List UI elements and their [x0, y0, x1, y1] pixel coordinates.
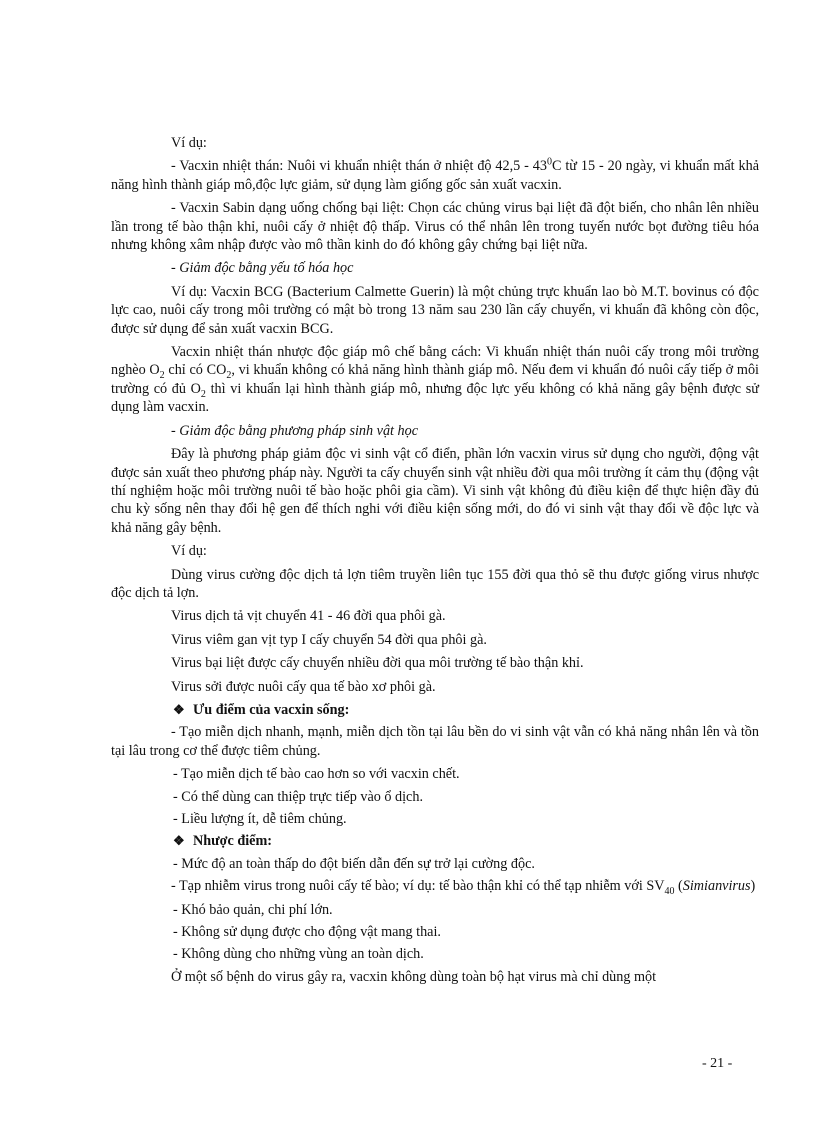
paragraph-viem-gan-vit: Virus viêm gan vịt typ I cấy chuyển 54 đời qua phôi gà. — [171, 631, 487, 648]
subscript: 2 — [200, 388, 206, 400]
list-item-nh-1: - Mức độ an toàn thấp do đột biến dẫn đến sự trở lại cường độc. — [173, 855, 535, 872]
paragraph-bai-liet: Virus bại liệt được cấy chuyển nhiều đời qua môi trường tế bào thận khỉ. — [171, 655, 584, 672]
text-segment: - Tạp nhiễm virus trong nuôi cấy tế bào; ví dụ: tế bào thận khỉ có thể tạp nhiễm với SV — [171, 878, 665, 895]
subheading-sinh-vat: - Giảm độc bằng phương pháp sinh vật học — [171, 422, 419, 439]
list-item-uu-4: - Liều lượng ít, dễ tiêm chủng. — [173, 811, 347, 827]
text-segment: thì vi khuẩn lại hình thành giáp mô, nhưng độc lực yếu không có khả năng gây bệnh được sử dụng làm vacxin. — [111, 380, 760, 416]
document-body — [111, 134, 759, 991]
heading-uu-diem — [111, 701, 759, 719]
subscript: 2 — [159, 370, 165, 382]
list-item-uu-1: - Tạo miễn dịch nhanh, mạnh, miễn dịch tồn tại lâu bền do vi sinh vật vẫn có khả năng nhân lên và tồn tại lâu trong cơ thể được tiêm chủng. — [111, 724, 759, 759]
text-segment: C từ 15 - 20 ngày, vi khuẩn mất khả năng hình thành giáp mô,độc lực giảm, sử dụng làm giống gốc sản xuất vacxin. — [111, 158, 759, 193]
page-number: - 21 - — [702, 1056, 733, 1071]
italic-term: Simianvirus — [682, 878, 751, 895]
text-segment: ( — [674, 878, 683, 895]
subscript: 40 — [664, 886, 675, 898]
paragraph-dich-ta-lon: Dùng virus cường độc dịch tả lợn tiêm truyền liên tục 155 đời qua thỏ sẽ thu được giống virus nhược độc dịch tả lợn. — [111, 566, 759, 601]
paragraph-vi-du-2: Ví dụ: — [171, 543, 207, 560]
list-item-nh-3: - Khó bảo quản, chi phí lớn. — [173, 901, 333, 918]
subscript: 2 — [226, 370, 232, 382]
paragraph-vi-du: Ví dụ: — [171, 135, 207, 151]
superscript: 0 — [546, 156, 552, 168]
paragraph-sinh-vat: Đây là phương pháp giảm độc vi sinh vật cổ điển, phần lớn vacxin virus sử dụng cho người, động vật được sản xuất theo phương pháp này. Người ta cấy chuyển sinh vật nhiều đời qua môi trường ít cảm thụ (động vật thí nghiệm hoặc môi trường nuôi tế bào hoặc phôi gia cầm). Vi sinh vật không đủ điều kiện để thực hiện đầy đủ chu kỳ sống nên thay đổi hệ gen để thích nghi với điều kiện sống mới, do đó vi sinh vật thay đổi về độc lực và khả năng gây bệnh. — [111, 446, 759, 536]
list-item-nh-2 — [111, 877, 759, 898]
subheading-hoa-hoc: - Giảm độc bằng yếu tố hóa học — [171, 260, 354, 277]
text-segment: , vi khuẩn không có khả năng hình thành giáp mô. Nếu đem vi khuẩn đó nuôi cấy tiếp ở môi trường có đủ O — [111, 362, 759, 397]
diamond-cross-bullet-icon: ❖ — [173, 833, 185, 849]
paragraph-sabin: - Vacxin Sabin dạng uống chống bại liệt: Chọn các chủng virus bại liệt đã đột biến, cho nhân lên nhiều lần trong tế bào thận khỉ, nuôi cấy ở nhiệt độ thấp. Virus có thể nhân lên trong tuyến nước bọt đường tiêu hóa nhưng không xâm nhập được vào mô thần kinh do đó không gây chứng bại liệt nữa. — [111, 200, 759, 254]
paragraph-ket: Ở một số bệnh do virus gây ra, vacxin không dùng toàn bộ hạt virus mà chỉ dùng một — [171, 968, 657, 985]
paragraph-nhiet-than — [111, 157, 759, 194]
heading-text: Nhược điểm: — [193, 833, 273, 850]
diamond-cross-bullet-icon: ❖ — [173, 701, 185, 717]
text-segment: Vacxin nhiệt thán nhược độc giáp mô chế bằng cách: Vi khuẩn nhiệt thán nuôi cấy trong môi trường nghèo O — [111, 344, 759, 379]
list-item-nh-4: - Không sử dụng được cho động vật mang thai. — [173, 924, 441, 941]
list-item-uu-2: - Tạo miễn dịch tế bào cao hơn so với vacxin chết. — [173, 766, 460, 783]
list-item-nh-5: - Không dùng cho những vùng an toàn dịch. — [173, 946, 424, 963]
paragraph-bcg: Ví dụ: Vacxin BCG (Bacterium Calmette Guerin) là một chủng trực khuẩn lao bò M.T. bovinus có độc lực cao, nuôi cấy trong môi trường có mật bò trong 13 năm sau 230 lần cấy chuyển, vi khuẩn đã không còn độc, được sử dụng để sản xuất vacxin BCG. — [111, 283, 759, 337]
paragraph-dich-ta-vit: Virus dịch tả vịt chuyển 41 - 46 đời qua phôi gà. — [171, 608, 446, 625]
text-segment: chỉ có CO — [164, 362, 227, 379]
paragraph-giap-mo — [111, 343, 759, 417]
heading-text: Ưu điểm của vacxin sống: — [193, 701, 350, 718]
list-item-uu-3: - Có thể dùng can thiệp trực tiếp vào ổ dịch. — [173, 788, 423, 805]
heading-nhuoc-diem — [111, 832, 759, 850]
paragraph-soi: Virus sởi được nuôi cấy qua tế bào xơ phôi gà. — [171, 678, 436, 695]
text-segment: - Vacxin nhiệt thán: Nuôi vi khuẩn nhiệt thán ở nhiệt độ 42,5 - 43 — [171, 158, 547, 175]
text-segment: ) — [750, 878, 756, 895]
